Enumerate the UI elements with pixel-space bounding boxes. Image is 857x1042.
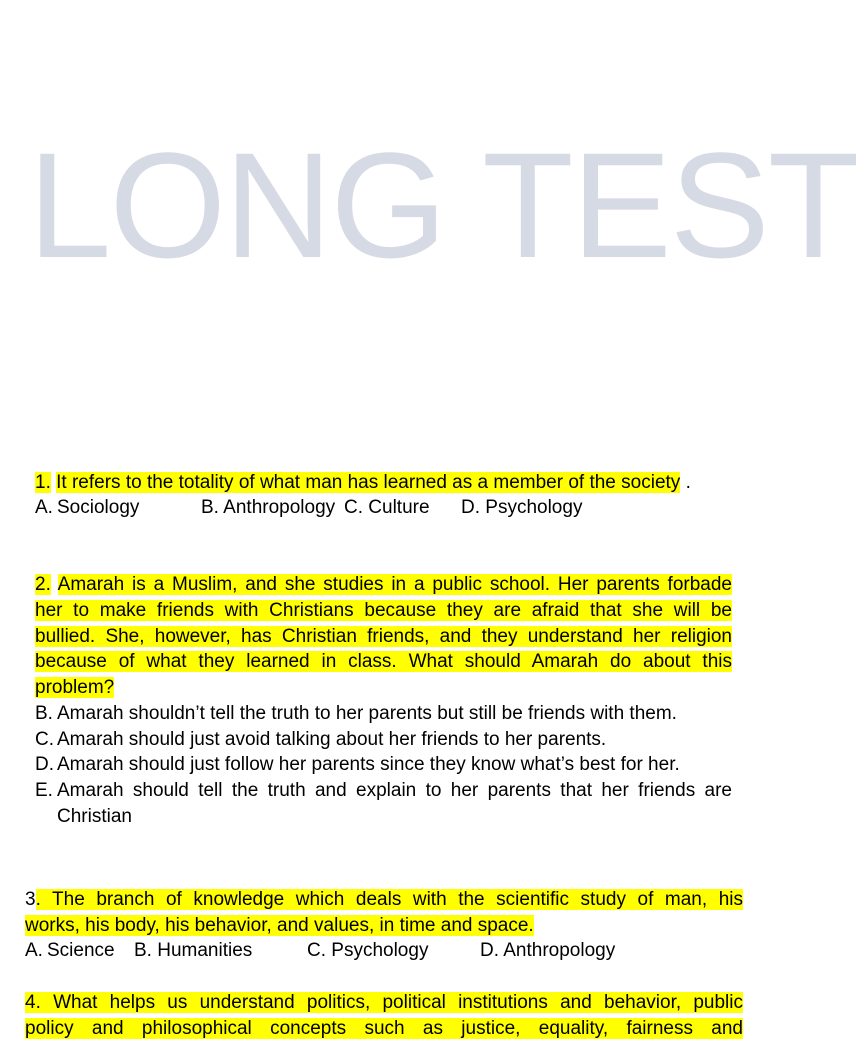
option-text: B. Anthropology bbox=[201, 497, 336, 518]
question-3-number: 3 bbox=[25, 889, 36, 910]
option-letter: B. bbox=[35, 703, 53, 724]
option-letter: D. bbox=[35, 754, 54, 775]
question-2-line: bullied. She, however, has Christian friends, and they understand her religion bbox=[35, 625, 732, 647]
option-text: B. Humanities bbox=[134, 940, 253, 961]
question-1-number: 1. bbox=[35, 472, 51, 493]
question-2-line: problem? bbox=[35, 677, 115, 699]
question-4-number: 4 bbox=[25, 992, 36, 1013]
question-2-option bbox=[35, 752, 732, 778]
question-2-line: her to make friends with Christians because they are afraid that she will be bbox=[35, 599, 732, 621]
option-letter: A. bbox=[25, 940, 43, 961]
question-3 bbox=[25, 887, 743, 939]
question-4 bbox=[25, 990, 743, 1039]
question-4-line: . What helps us understand politics, political institutions and behavior, public bbox=[35, 992, 743, 1013]
question-1-text: It refers to the totality of what man has learned as a member of the society bbox=[56, 472, 681, 493]
question-3-line: works, his body, his behavior, and values, in time and space. bbox=[25, 914, 534, 936]
question-2-line: Amarah is a Muslim, and she studies in a public school. Her parents forbade bbox=[57, 574, 733, 595]
question-2-option bbox=[35, 778, 732, 829]
option-text: Amarah should just avoid talking about her friends to her parents. bbox=[57, 729, 607, 750]
option-letter: E. bbox=[35, 780, 53, 801]
option-letter: A. bbox=[35, 497, 53, 518]
option-text: D. Anthropology bbox=[480, 940, 616, 961]
option-text: Amarah should just follow her parents since they know what’s best for her. bbox=[57, 754, 680, 775]
question-4-line: policy and philosophical concepts such as justice, equality, fairness and bbox=[25, 1017, 743, 1039]
option-text: Science bbox=[47, 940, 115, 961]
question-1 bbox=[35, 470, 691, 496]
question-1-tail: . bbox=[680, 472, 691, 493]
option-text: Amarah should tell the truth and explain to her parents that her friends are Christian bbox=[57, 780, 732, 827]
option-text: D. Psychology bbox=[461, 497, 583, 518]
option-text: C. Psychology bbox=[307, 940, 429, 961]
question-2-option bbox=[35, 701, 732, 727]
question-3-line: . The branch of knowledge which deals with the scientific study of man, his bbox=[35, 889, 743, 910]
page-title: LONG TEST bbox=[28, 121, 857, 289]
option-text: Sociology bbox=[57, 497, 140, 518]
option-letter: C. bbox=[35, 729, 54, 750]
question-2-option bbox=[35, 727, 732, 753]
question-2 bbox=[35, 572, 732, 701]
question-2-number: 2. bbox=[35, 574, 51, 595]
question-2-line: because of what they learned in class. What should Amarah do about this bbox=[35, 651, 732, 673]
option-text: Amarah shouldn’t tell the truth to her parents but still be friends with them. bbox=[57, 703, 677, 724]
option-text: C. Culture bbox=[344, 497, 430, 518]
